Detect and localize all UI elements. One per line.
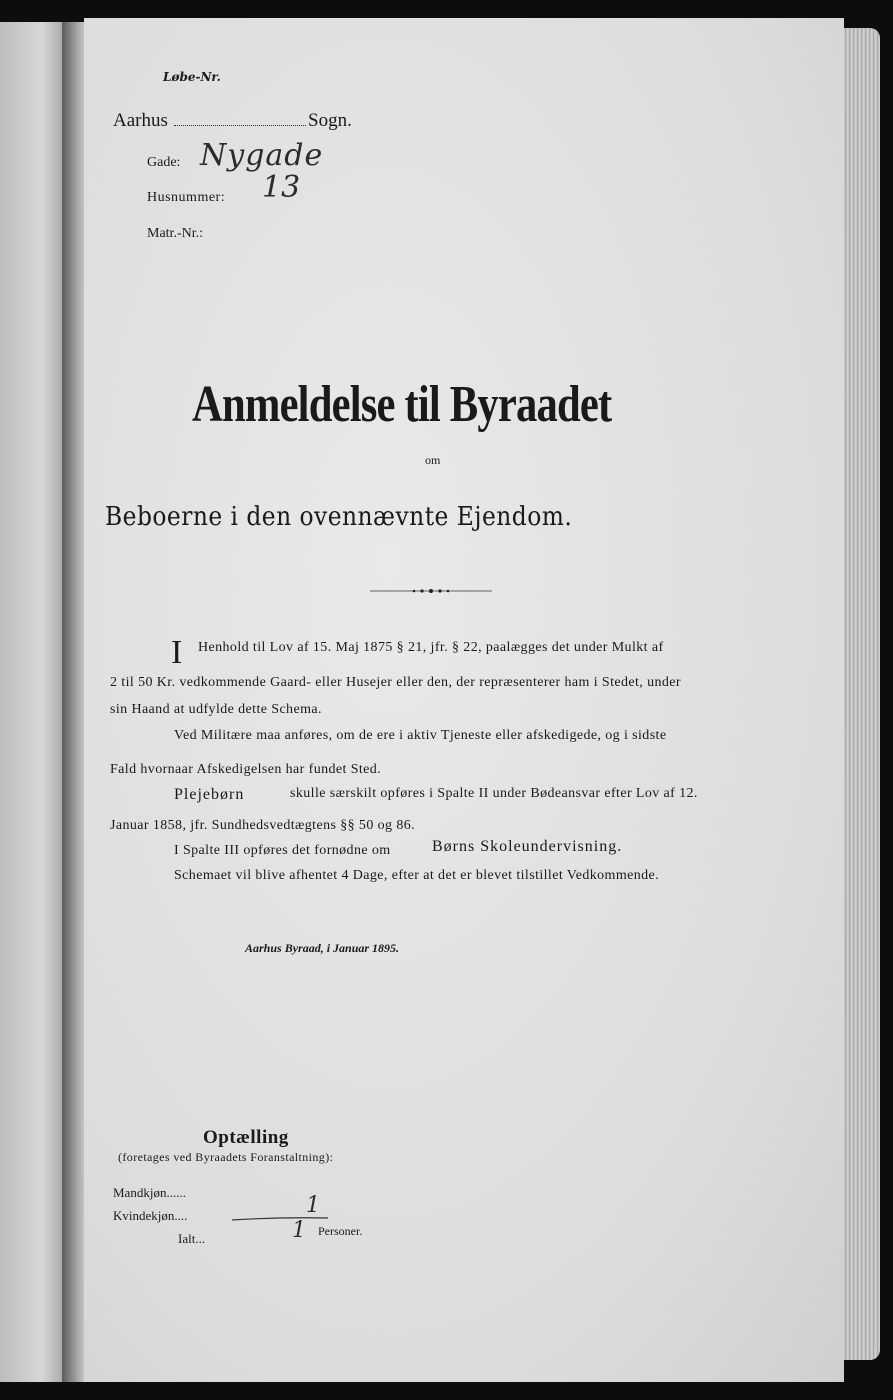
paragraph-line: Schemaet vil blive afhentet 4 Dage, efter at det er blevet tilstillet Vedkommende.: [174, 868, 660, 883]
paragraph-line: Fald hvornaar Afskedigelsen har fundet Sted.: [110, 762, 382, 777]
paragraph-emphasis: Børns Skoleundervisning.: [432, 838, 623, 855]
street-label: Gade:: [147, 155, 181, 170]
document-title: Anmeldelse til Byraadet: [192, 376, 612, 433]
drop-cap: I: [171, 634, 183, 671]
total-count-label: Ialt...: [178, 1231, 206, 1246]
paragraph-lead-word: Plejebørn: [174, 786, 245, 803]
facing-page-edge: [0, 22, 70, 1382]
female-count-handwritten-value: 1: [306, 1193, 320, 1218]
persons-label: Personer.: [318, 1224, 363, 1238]
lobe-nr-label: Løbe-Nr.: [163, 70, 221, 84]
house-number-label: Husnummer:: [147, 190, 226, 205]
paragraph-line: skulle særskilt opføres i Spalte II under Bødeansvar efter Lov af 12.: [290, 786, 698, 801]
total-count-handwritten-value: 1: [292, 1218, 306, 1243]
document-page: [84, 18, 844, 1382]
male-count-label: Mandkjøn......: [113, 1185, 186, 1200]
paragraph-line: Januar 1858, jfr. Sundhedsvedtægtens §§ 50 og 86.: [110, 818, 416, 833]
parish-dotted-line: [174, 125, 306, 126]
parish-suffix: Sogn.: [308, 110, 352, 131]
female-count-label: Kvindekjøn....: [113, 1208, 188, 1223]
signoff: Aarhus Byraad, i Januar 1895.: [245, 941, 400, 955]
page-stack-edge: [838, 28, 880, 1360]
sum-line: [232, 1217, 328, 1221]
count-title: Optælling: [203, 1127, 289, 1148]
matr-nr-label: Matr.-Nr.:: [147, 226, 203, 241]
document-subtitle: Beboerne i den ovennævnte Ejendom.: [105, 502, 573, 532]
paragraph-line: I Spalte III opføres det fornødne om: [174, 843, 391, 858]
paragraph-line: Ved Militære maa anføres, om de ere i aktiv Tjeneste eller afskedigede, og i sidste: [174, 728, 667, 743]
paragraph-line: sin Haand at udfylde dette Schema.: [110, 702, 322, 717]
title-connector: om: [425, 453, 441, 467]
paragraph-line: Henhold til Lov af 15. Maj 1875 § 21, jfr. § 22, paalægges det under Mulkt af: [198, 640, 664, 655]
count-subtitle: (foretages ved Byraadets Foranstaltning):: [118, 1150, 334, 1164]
house-number-handwritten-value: 13: [262, 170, 301, 205]
street-handwritten-value: Nygade: [200, 138, 324, 173]
paragraph-line: 2 til 50 Kr. vedkommende Gaard- eller Husejer eller den, der repræsenterer ham i Stedet, under: [110, 675, 681, 690]
parish-city: Aarhus: [113, 110, 168, 131]
ornament-divider: [370, 588, 492, 594]
